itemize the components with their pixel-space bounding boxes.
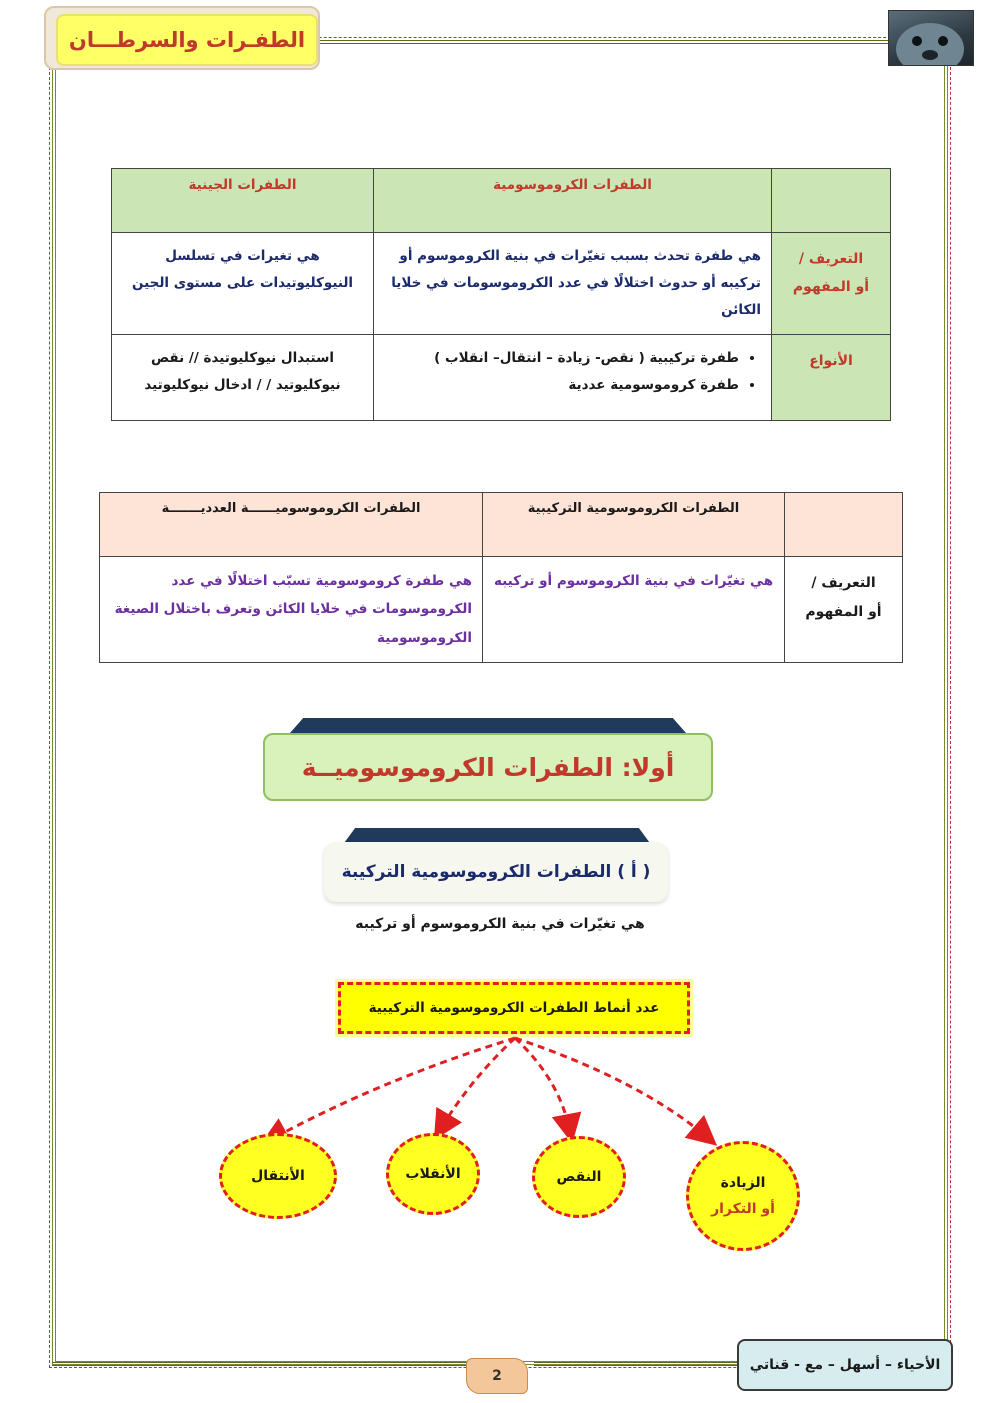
- chromosomal-mutation-table: [99, 492, 903, 663]
- type-label: الأنتقال: [251, 1168, 305, 1184]
- col-header-numerical: الطفرات الكروموسوميــــــة العدديـــــــة: [100, 493, 483, 557]
- row-label-line: التعريف /: [798, 251, 864, 267]
- chromosomal-definition: هي طفرة تحدث بسبب تغيّرات في بنية الكروموسوم أو تركيبه أو حدوث اختلالًا في عدد الكروموسومات في خلايا الكائن: [374, 233, 772, 335]
- numerical-definition: هي طفرة كروموسومية تسبّب اختلالًا في عدد الكروموسومات في خلايا الكائن وتعرف باختلال الصيغة الكروموسومية: [100, 557, 483, 663]
- section-banner: أولا: الطفرات الكروموسوميــة: [263, 733, 713, 801]
- type-oval-deletion: [532, 1136, 626, 1218]
- row-label-line: الأنواع: [809, 353, 853, 369]
- types-box: عدد أنماط الطفرات الكروموسومية التركيبية: [338, 982, 690, 1034]
- type-label-sub: أو التكرار: [711, 1201, 775, 1217]
- row-label-line: أو المفهوم: [805, 604, 882, 621]
- row-label-definition: [785, 557, 903, 663]
- type-oval-insertion: [686, 1141, 800, 1251]
- list-item: • طفرة كروموسومية عددية: [384, 372, 739, 399]
- type-label: الأنقلاب: [405, 1166, 461, 1182]
- bottom-divider: [534, 1362, 737, 1366]
- bottom-divider: [52, 1362, 472, 1366]
- col-header-structural: الطفرات الكروموسومية التركيبية: [483, 493, 785, 557]
- type-label: النقص: [556, 1169, 602, 1185]
- row-label-types: [772, 335, 891, 421]
- subheading: ( أ ) الطفرات الكروموسومية التركيبة: [324, 842, 668, 902]
- seal-photo-icon: [888, 10, 974, 66]
- top-divider: [320, 40, 890, 46]
- type-label: الزيادة: [720, 1175, 766, 1191]
- row-label-definition: [772, 233, 891, 335]
- col-header-genetic: الطفرات الجينية: [112, 169, 374, 233]
- col-header-chromosomal: الطفرات الكروموسومية: [374, 169, 772, 233]
- corner-cell: [772, 169, 891, 233]
- page-title: الطفـرات والسرطـــان: [56, 14, 318, 66]
- channel-badge: الأحياء – أسهل – مع - قناتي: [737, 1339, 953, 1391]
- types-list: [384, 345, 761, 399]
- page-number: 2: [466, 1358, 528, 1394]
- genetic-types: استبدال نيوكليوتيدة // نقص نيوكليوتيد / / ادخال نيوكليوتيد: [112, 335, 374, 421]
- row-label-line: التعريف /: [811, 575, 876, 591]
- structural-definition: هي تغيّرات في بنية الكروموسوم أو تركيبه: [483, 557, 785, 663]
- chromosomal-types: [374, 335, 772, 421]
- type-oval-translocation: [219, 1133, 337, 1219]
- type-oval-inversion: [386, 1133, 480, 1215]
- mutation-comparison-table: [111, 168, 891, 421]
- corner-cell: [785, 493, 903, 557]
- row-label-line: أو المفهوم: [792, 279, 870, 295]
- genetic-definition: هي تغيرات في تسلسل النيوكليوتيدات على مستوى الجين: [112, 233, 374, 335]
- structural-definition-text: هي تغيّرات في بنية الكروموسوم أو تركيبه: [355, 916, 645, 932]
- list-item: • طفرة تركيبية ( نقص- زيادة – انتقال– انقلاب ): [384, 345, 739, 372]
